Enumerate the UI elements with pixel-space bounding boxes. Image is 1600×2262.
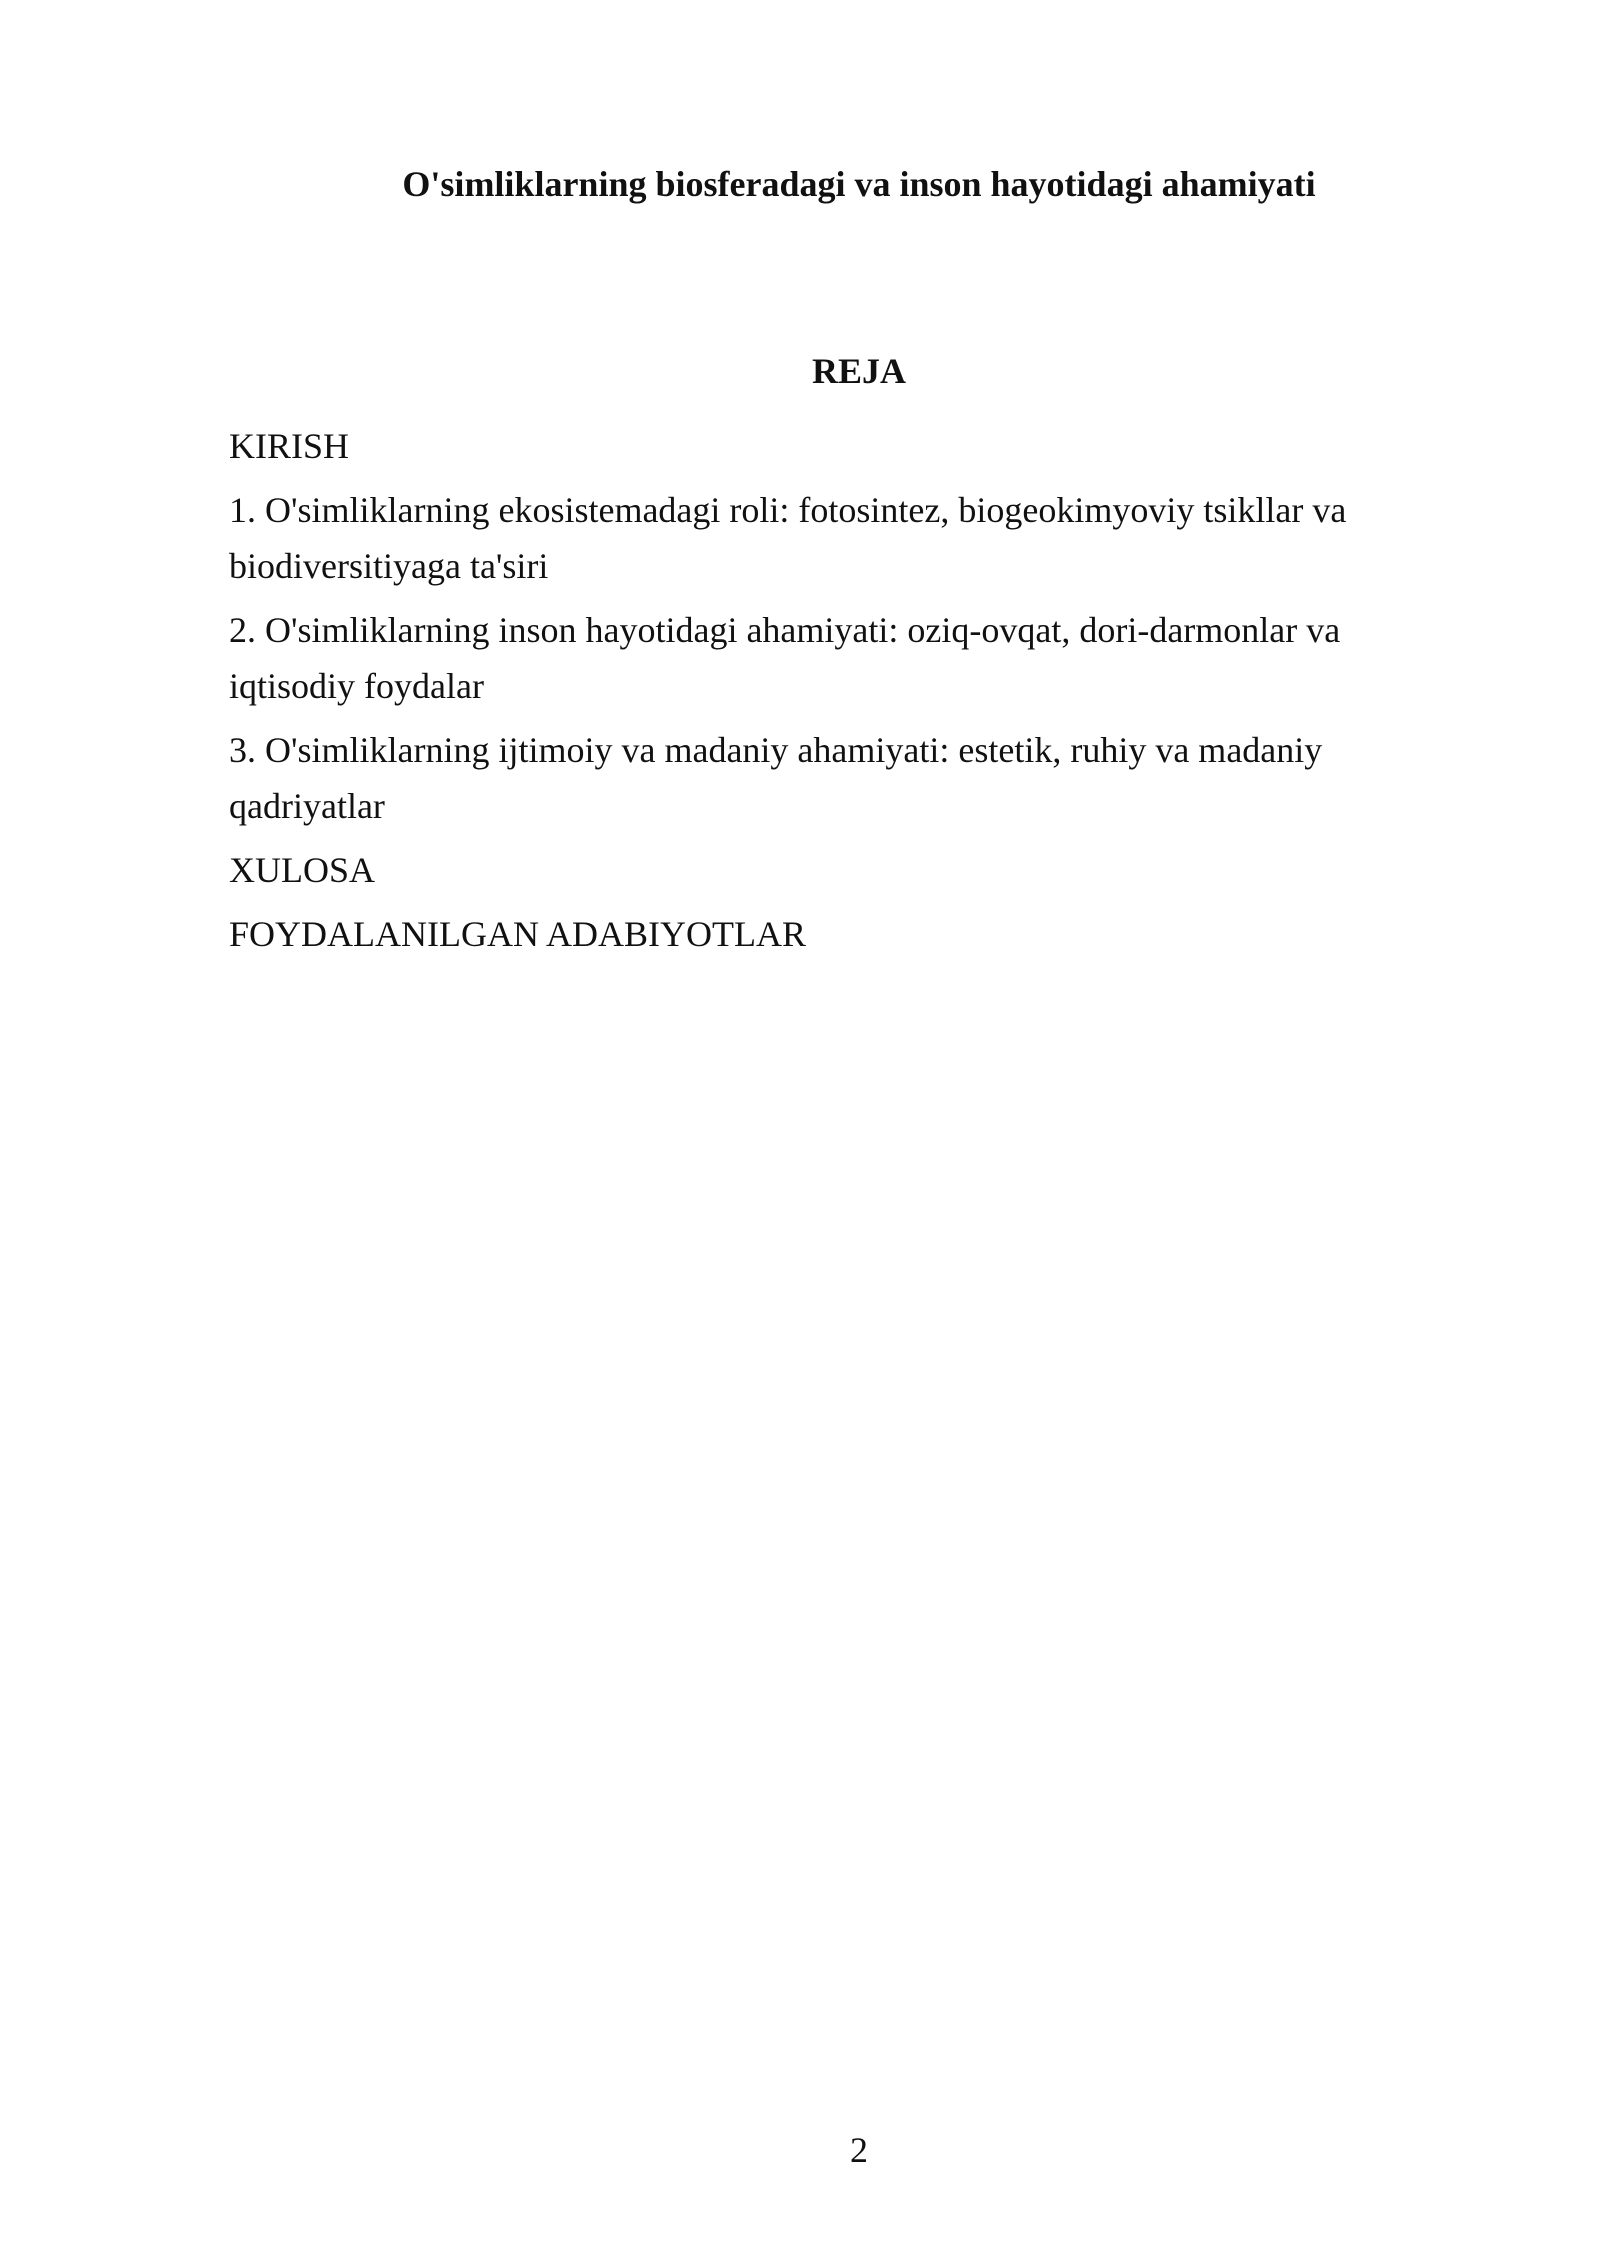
plan-item-conclusion: XULOSA <box>229 850 376 890</box>
plan-item-2: 2. O'simliklarning inson hayotidagi ahamiyati: oziq-ovqat, dori-darmonlar va iqtisodiy foydalar <box>229 610 1341 706</box>
plan-item-1: 1. O'simliklarning ekosistemadagi roli: fotosintez, biogeokimyoviy tsikllar va biodiversitiyaga ta'siri <box>229 490 1347 586</box>
page-number: 2 <box>850 2130 868 2170</box>
document-title: O'simliklarning biosferadagi va inson hayotidagi ahamiyati <box>402 164 1316 204</box>
plan-list <box>229 418 1429 970</box>
plan-item-3: 3. O'simliklarning ijtimoiy va madaniy ahamiyati: estetik, ruhiy va madaniy qadriyatlar <box>229 730 1323 826</box>
plan-item-introduction: KIRISH <box>229 426 350 466</box>
plan-item-references: FOYDALANILGAN ADABIYOTLAR <box>229 914 806 954</box>
plan-heading: REJA <box>811 351 906 391</box>
